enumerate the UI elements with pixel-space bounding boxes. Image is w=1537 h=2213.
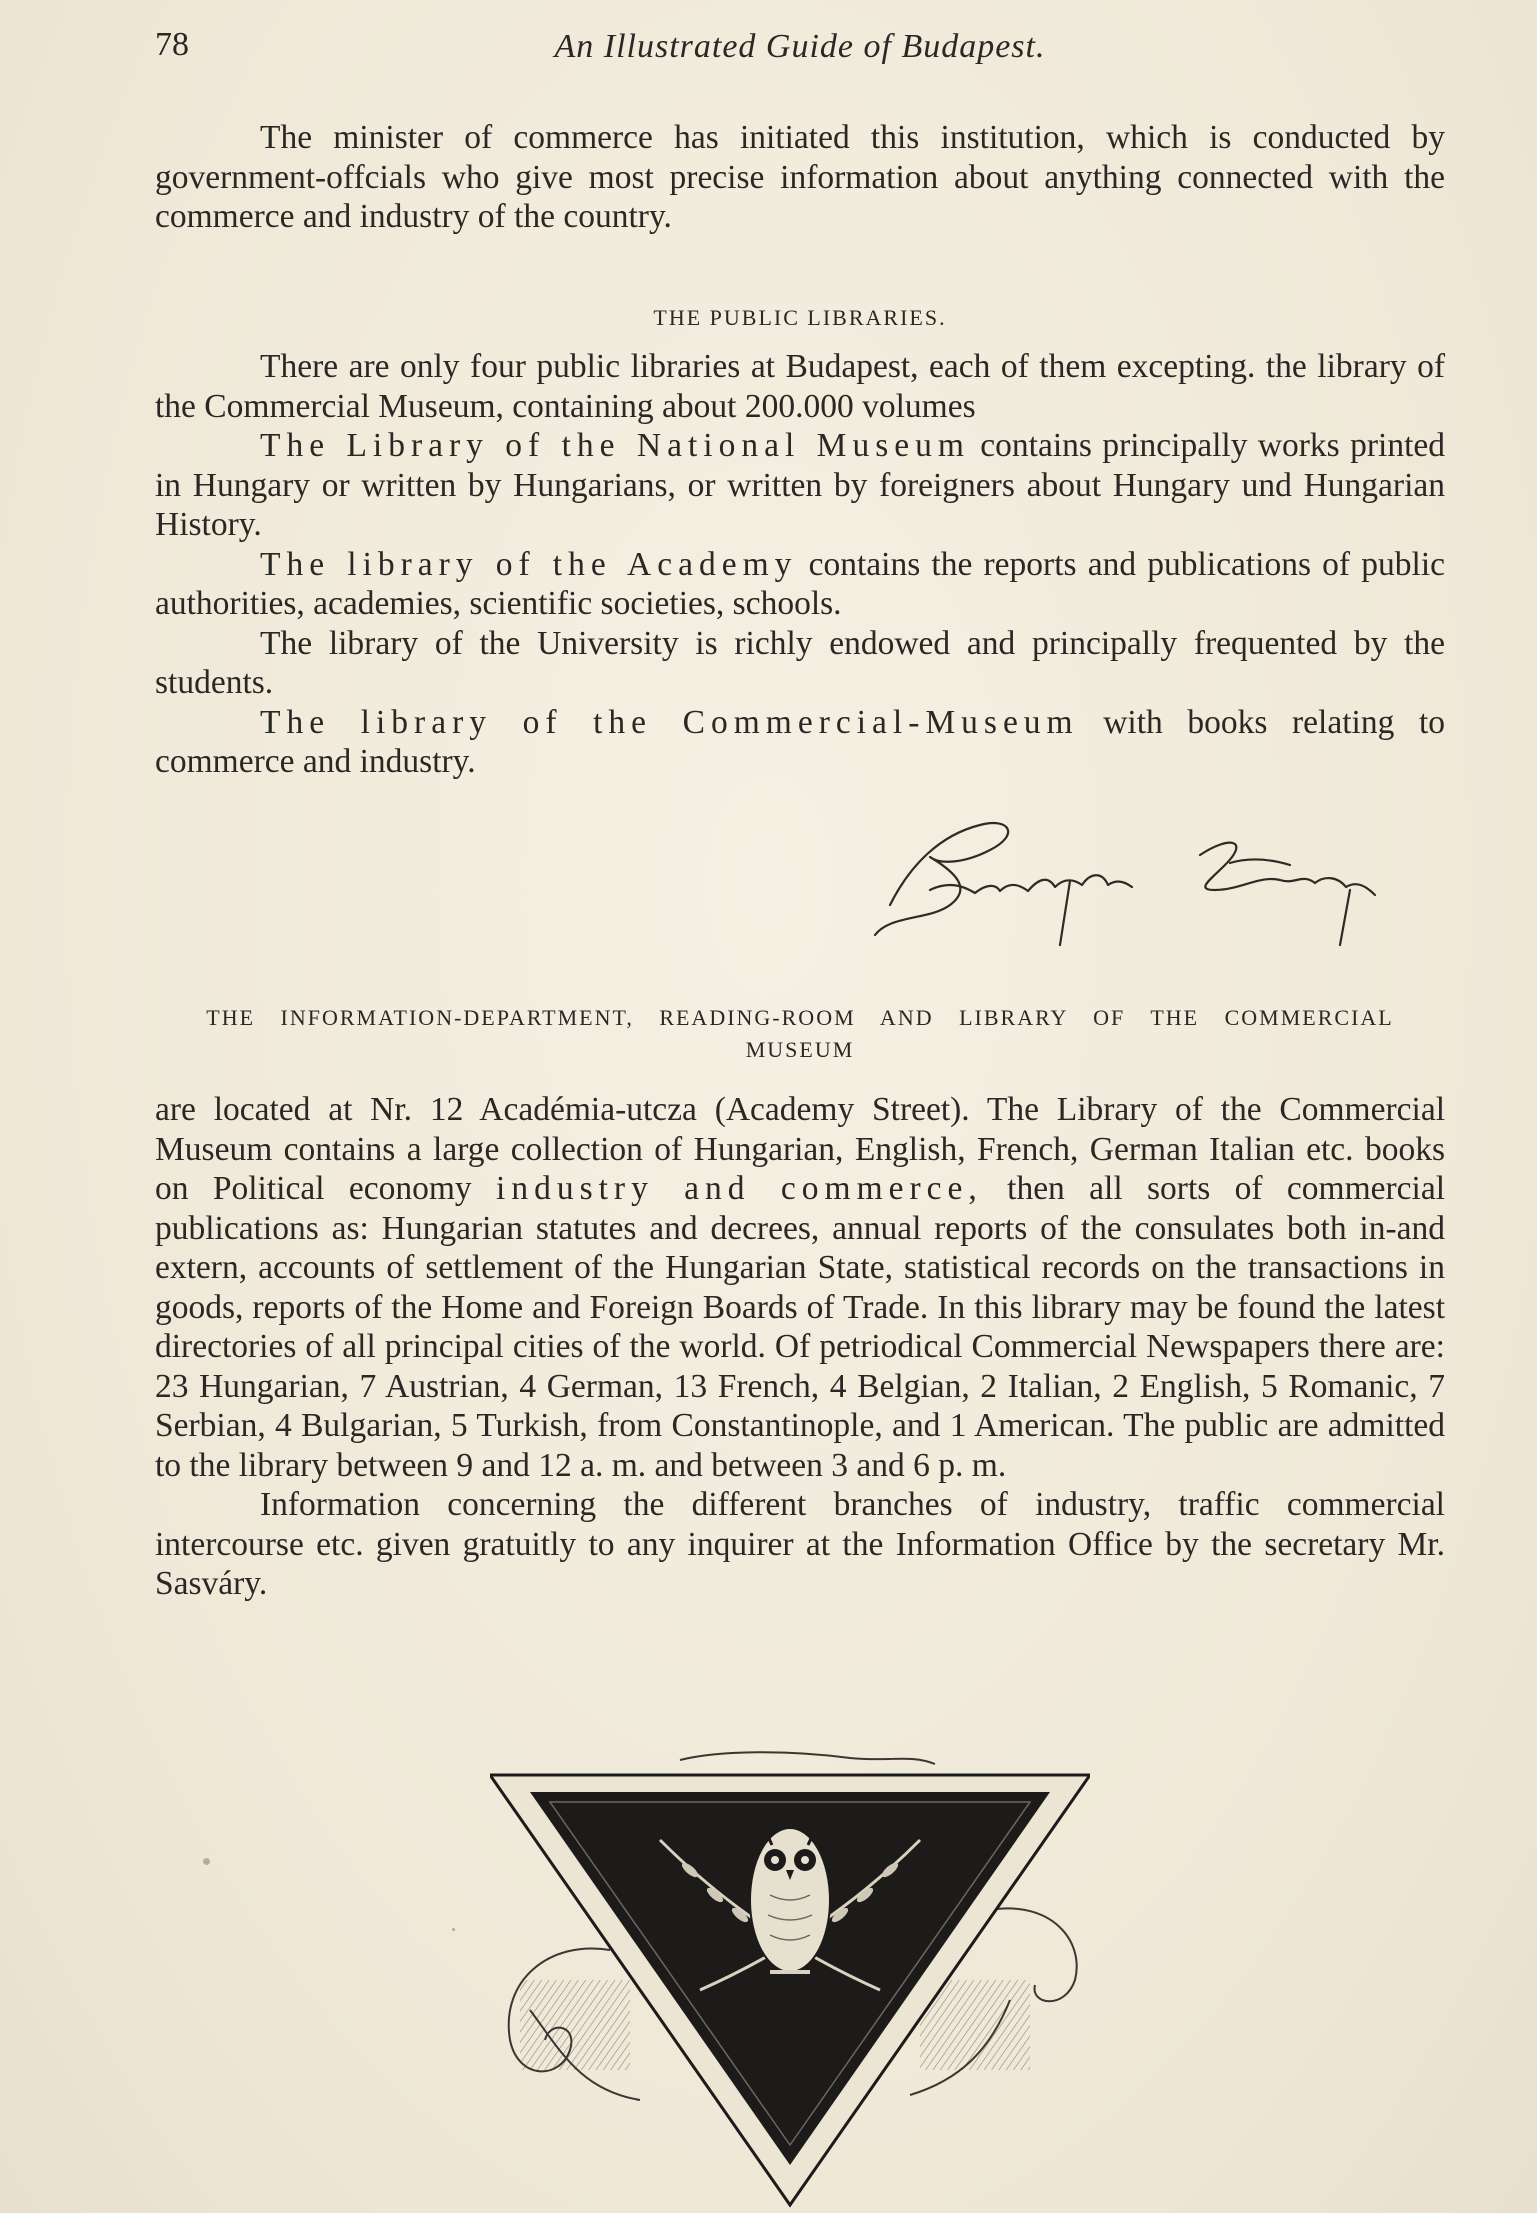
heading-line: THE INFORMATION-DEPARTMENT, READING-ROOM AND LIBRARY OF THE COMMERCIAL bbox=[206, 1005, 1394, 1030]
page-number: 78 bbox=[155, 26, 189, 63]
paper-speck bbox=[203, 1858, 210, 1865]
handwritten-signature bbox=[870, 795, 1430, 965]
paragraph-text: then all sorts of commercial publications as: Hungarian statutes and decrees, annual reports of the consulates both in-and extern, accounts of settlement of the Hungarian State, statistical records on the transactions in goods, reports of the Home and Foreign Boards of Trade. In this library may be found the latest directories of all principal cities of the world. Of petriodical Commercial Newspapers there are: 23 Hungarian, 7 Austrian, 4 German, 13 French, 4 Belgian, 2 Italian, 2 English, 5 Romanic, 7 Serbian, 4 Bulgarian, 5 Turkish, from Constantinople, and 1 American. The public are admitted to the library between 9 and 12 a. m. and between 3 and 6 p. m. bbox=[155, 1170, 1446, 1484]
intro-section bbox=[155, 118, 1445, 237]
spaced-library-name: The library of the Commercial-Museum bbox=[260, 703, 1079, 741]
running-title: An Illustrated Guide of Budapest. bbox=[554, 28, 1046, 65]
libraries-paragraph-university: The library of the University is richly endowed and principally frequented by the students. bbox=[155, 624, 1445, 701]
page-header bbox=[155, 22, 1445, 72]
paper-speck bbox=[452, 1928, 455, 1931]
section-heading-information-department bbox=[155, 1002, 1445, 1066]
section-heading-public-libraries: THE PUBLIC LIBRARIES. bbox=[653, 305, 947, 330]
paragraph-text: contains principally works printed in Hungary or written by Hungarians, or written by foreigners about Hungary und Hungarian History. bbox=[155, 427, 1445, 543]
paragraph-text: contains the reports and publications of public authorities, academies, scientific societies, schools. bbox=[155, 545, 1445, 622]
spaced-library-name: The Library of the National Museum bbox=[260, 427, 970, 464]
libraries-paragraph-national-museum bbox=[155, 426, 1445, 545]
paragraph-text: are located at Nr. 12 Académia-utcza (Academy Street). The Library of the Commercial Museum contains a large collection of Hungarian, English, French, German Italian etc. books on Political economy bbox=[155, 1091, 1445, 1207]
spaced-emphasis: industry and commerce, bbox=[496, 1170, 983, 1207]
paragraph-text: with books relating to commerce and industry. bbox=[155, 703, 1446, 780]
info-paragraph-location bbox=[155, 1090, 1445, 1485]
public-libraries-section bbox=[155, 347, 1445, 782]
owl-emblem-ornament bbox=[490, 1750, 1090, 2210]
libraries-paragraph-intro: There are only four public libraries at Budapest, each of them excepting. the library of the Commercial Museum, containing about 200.000 volumes bbox=[155, 348, 1445, 425]
information-department-section bbox=[155, 1090, 1445, 1604]
heading-line: MUSEUM bbox=[745, 1037, 855, 1062]
info-paragraph-office: Information concerning the different branches of industry, traffic commercial intercourse etc. given gratuitly to any inquirer at the Information Office by the secretary Mr. Sasváry. bbox=[155, 1486, 1445, 1602]
libraries-paragraph-commercial-museum bbox=[155, 703, 1445, 782]
intro-paragraph: The minister of commerce has initiated this institution, which is conducted by government-offcials who give most precise information about anything connected with the commerce and industry of the country. bbox=[155, 119, 1445, 235]
libraries-paragraph-academy bbox=[155, 545, 1445, 624]
spaced-library-name: The library of the Academy bbox=[260, 545, 798, 583]
